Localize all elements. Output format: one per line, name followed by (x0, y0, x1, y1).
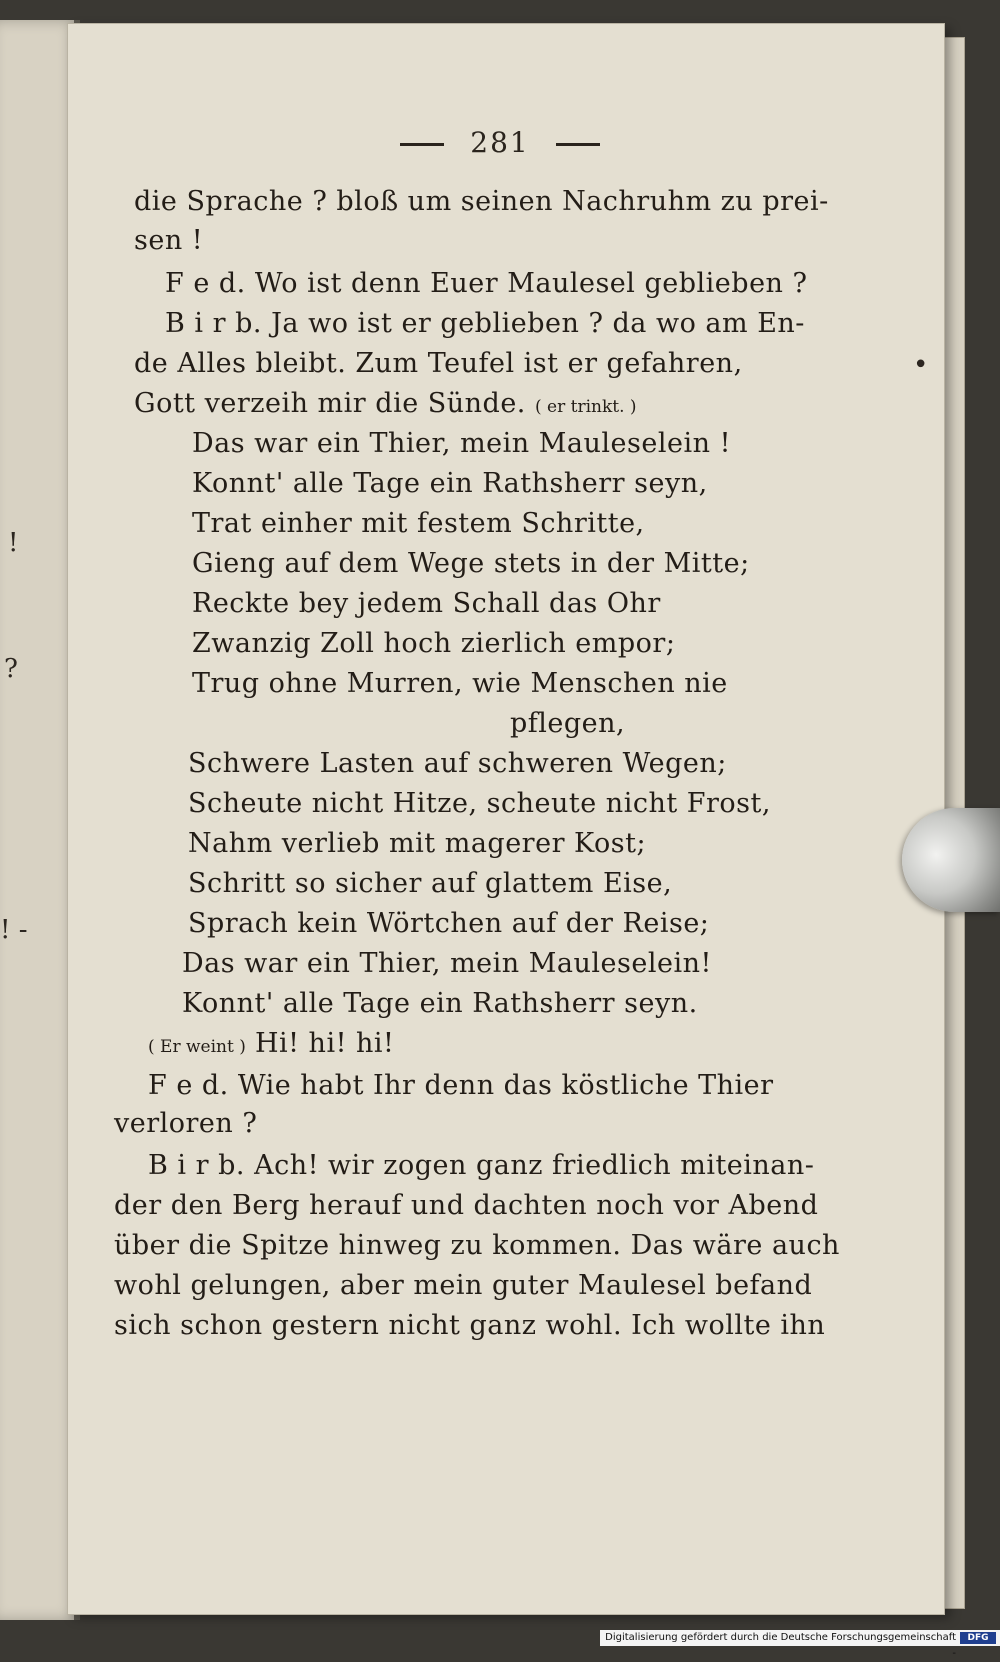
text-line (134, 388, 637, 419)
margin-mark: ! (8, 528, 19, 558)
verse-line: Scheute nicht Hitze, scheute nicht Frost, (188, 788, 771, 819)
verse-line: Reckte bey jedem Schall das Ohr (192, 588, 661, 619)
verse-line: Konnt' alle Tage ein Rathsherr seyn, (192, 468, 708, 499)
speaker-line: B i r b. Ach! wir zogen ganz friedlich miteinan- (148, 1150, 815, 1181)
text-segment: Gott verzeih mir die Sünde. (134, 388, 526, 419)
verse-line: Sprach kein Wörtchen auf der Reise; (188, 908, 710, 939)
digitization-credit (600, 1630, 1000, 1659)
verse-line-continuation: pflegen, (510, 708, 626, 739)
text-line: der den Berg herauf und dachten noch vor Abend (114, 1190, 819, 1221)
stage-direction: ( Er weint ) (148, 1037, 246, 1057)
header-dash (556, 143, 600, 146)
speaker-line: B i r b. Ja wo ist er geblieben ? da wo am En- (165, 308, 805, 339)
speaker-line: F e d. Wo ist denn Euer Maulesel geblieben ? (165, 268, 808, 299)
verse-line: Schwere Lasten auf schweren Wegen; (188, 748, 727, 779)
text-line: die Sprache ? bloß um seinen Nachruhm zu prei- (134, 186, 829, 217)
verse-line: Das war ein Thier, mein Mauleselein ! (192, 428, 731, 459)
verse-line: Trat einher mit festem Schritte, (192, 508, 645, 539)
book-page (68, 24, 944, 1614)
book-clip (902, 808, 1000, 912)
page-number: 281 (470, 126, 530, 159)
text-segment: Hi! hi! hi! (254, 1028, 395, 1059)
verse-line: Das war ein Thier, mein Mauleselein! (182, 948, 712, 979)
text-line: verloren ? (114, 1108, 258, 1139)
verse-line: Trug ohne Murren, wie Menschen nie (192, 668, 728, 699)
header-dash (400, 143, 444, 146)
verse-line: Gieng auf dem Wege stets in der Mitte; (192, 548, 750, 579)
margin-mark: • (913, 350, 929, 380)
text-line: sich schon gestern nicht ganz wohl. Ich wollte ihn (114, 1310, 826, 1341)
credit-text: Digitalisierung gefördert durch die Deutsche Forschungsgemeinschaft - (605, 1632, 956, 1659)
verse-line: Konnt' alle Tage ein Rathsherr seyn. (182, 988, 698, 1019)
text-line: über die Spitze hinweg zu kommen. Das wäre auch (114, 1230, 840, 1261)
speaker-line: F e d. Wie habt Ihr denn das köstliche Thier (148, 1070, 774, 1101)
verse-line: Zwanzig Zoll hoch zierlich empor; (192, 628, 676, 659)
text-line (148, 1028, 394, 1059)
margin-mark: ! - (0, 915, 28, 945)
text-line: wohl gelungen, aber mein guter Maulesel befand (114, 1270, 813, 1301)
verse-line: Schritt so sicher auf glattem Eise, (188, 868, 673, 899)
margin-mark: ? (4, 654, 18, 684)
dfg-logo: DFG (960, 1632, 996, 1644)
text-line: de Alles bleibt. Zum Teufel ist er gefahren, (134, 348, 743, 379)
text-line: sen ! (134, 225, 204, 256)
page-header (0, 126, 1000, 159)
stage-direction: ( er trinkt. ) (534, 397, 637, 417)
verse-line: Nahm verlieb mit magerer Kost; (188, 828, 647, 859)
